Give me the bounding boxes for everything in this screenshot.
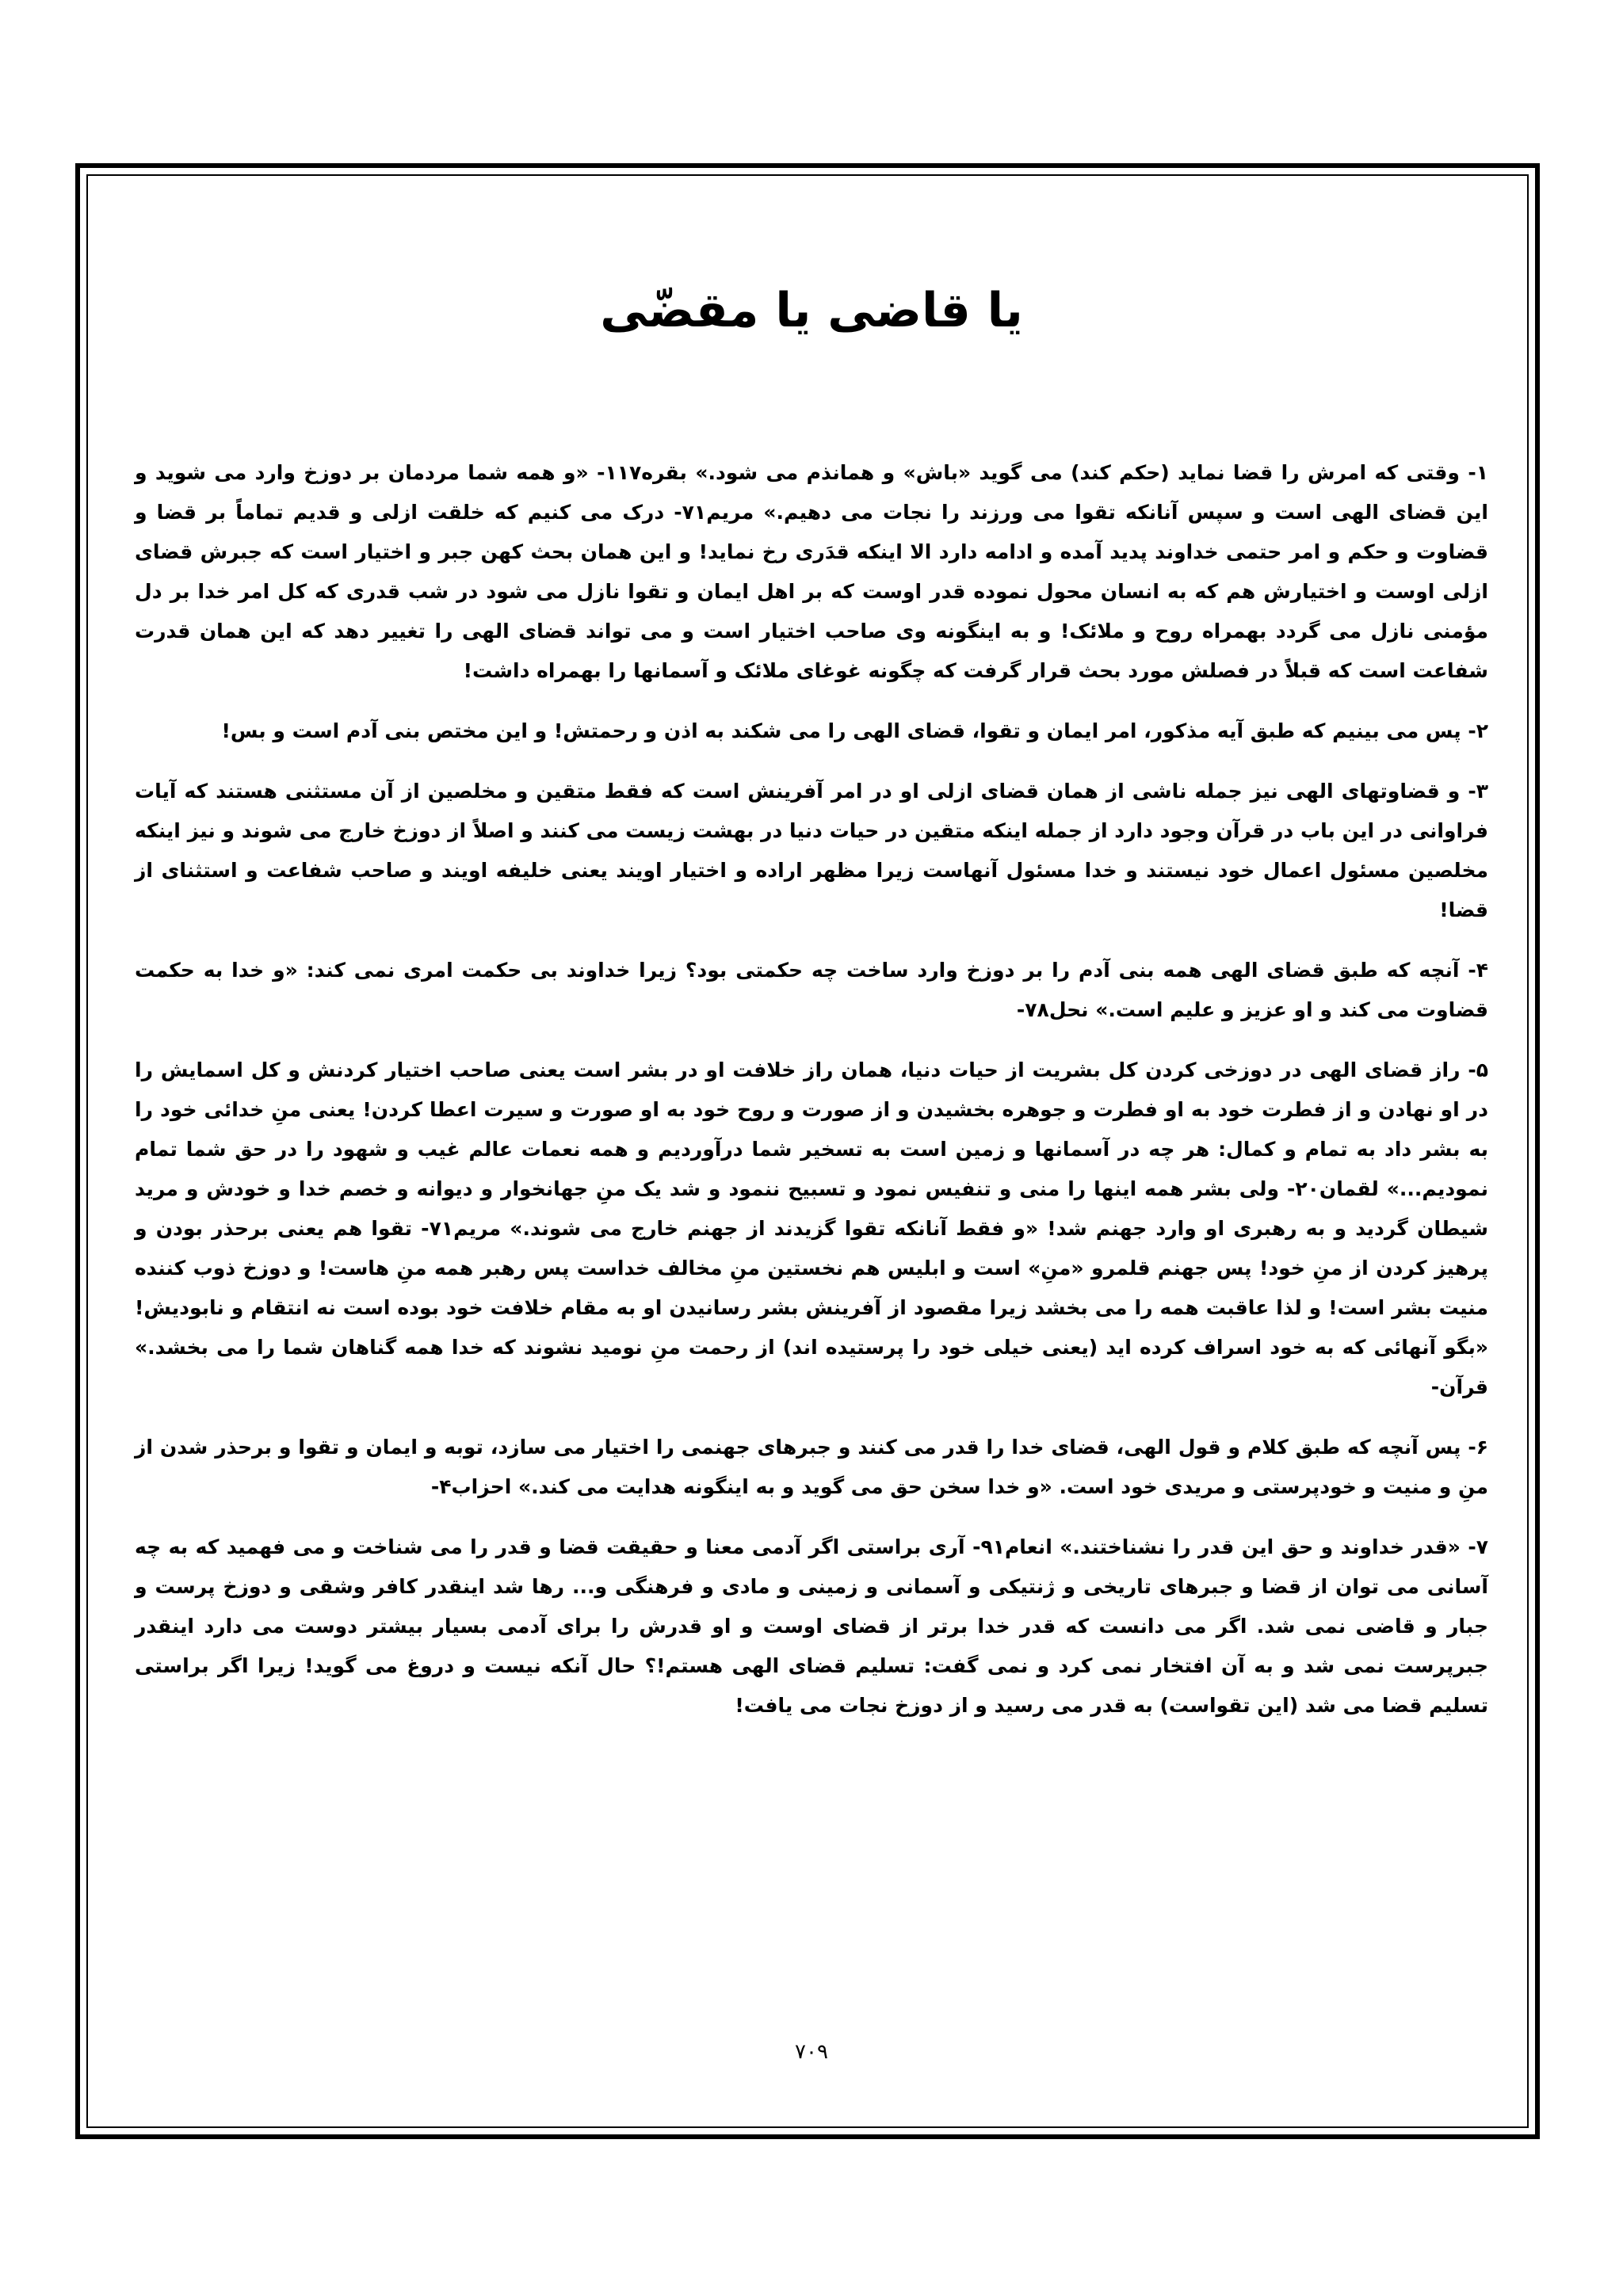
- paragraph-4: ۴- آنچه که طبق قضای الهی همه بنی آدم را بر دوزخ وارد ساخت چه حکمتی بود؟ زیرا خداوند بی حکمت امری نمی کند: «و خدا به حکمت قضاوت می کند و او عزیز و علیم است.» نحل۷۸-: [135, 959, 1488, 1021]
- document-page: [135, 174, 1488, 2107]
- paragraph-7: ۷- «قدر خداوند و حق این قدر را نشناختند.» انعام۹۱- آری براستی اگر آدمی معنا و حقیقت قضا و قدر را می شناخت و می فهمید که به چه آسانی می توان از قضا و جبرهای تاریخی و ژنتیکی و آسمانی و زمینی و مادی و فرهنگی و... رها شد اینقدر کافر وشقی و دوزخ پرست و جبار و قاضی نمی شد. اگر می دانست که قدر خدا برتر از قضای اوست و او قدرش را برای آدمی بسیار بیشتر دوست می دارد اینقدر جبرپرست نمی شد و به آن افتخار نمی کرد و نمی گفت: تسلیم قضای الهی هستم!؟ حال آنکه نیست و دروغ می گوید! زیرا اگر براستی تسلیم قضا می شد (این تقواست) به قدر می رسید و از دوزخ نجات می یافت!: [135, 1535, 1488, 1717]
- document-body: [135, 453, 1488, 1746]
- paragraph-3: ۳- و قضاوتهای الهی نیز جمله ناشی از همان قضای ازلی او در امر آفرینش است که فقط متقین و مخلصین از آن مستثنی هستند که آیات فراوانی در این باب در قرآن وجود دارد از جمله اینکه متقین در حیات دنیا در بهشت زیست می کنند و اصلاً از دوزخ خارج می شوند و نیز اینکه مخلصین مسئول اعمال خود نیستند و خدا مسئول آنهاست زیرا مظهر اراده و اختیار اویند یعنی خلیفه اویند و صاحب شفاعت و استثنای از قضا!: [135, 780, 1488, 921]
- paragraph-6: ۶- پس آنچه که طبق کلام و قول الهی، قضای خدا را قدر می کنند و جبرهای جهنمی را اختیار می سازد، توبه و ایمان و تقوا و برحذر شدن از منِ و منیت و خودپرستی و مریدی خود است. «و خدا سخن حق می گوید و به اینگونه هدایت می کند.» احزاب۴-: [135, 1436, 1488, 1498]
- page-number: ۷۰۹: [795, 2040, 828, 2064]
- page-title: یا قاضی یا مقضّی: [600, 283, 1023, 338]
- paragraph-2: ۲- پس می بینیم که طبق آیه مذکور، امر ایمان و تقوا، قضای الهی را می شکند به اذن و رحمتش! و این مختص بنی آدم است و بس!: [221, 719, 1488, 742]
- paragraph-1: ۱- وقتی که امرش را قضا نماید (حکم کند) می گوید «باش» و همانذم می شود.» بقره۱۱۷- «و همه شما مردمان بر دوزخ وارد می شوید و این قضای الهی است و سپس آنانکه تقوا می ورزند را نجات می دهیم.» مریم۷۱- درک می کنیم که خلقت ازلی و قدیم تماماً بر قضا و قضاوت و حکم و امر حتمی خداوند پدید آمده و ادامه دارد الا اینکه قدَری رخ نماید! و این همان بحث کهن جبر و اختیار است که جبرش قضای ازلی اوست و اختیارش هم که به انسان محول نموده قدر اوست که بر اهل ایمان و تقوا نازل می شود در شب قدری که کل امر خدا بر دل مؤمنی نازل می گردد بهمراه روح و ملائک! و به اینگونه وی صاحب اختیار است و می تواند قضای الهی را تغییر دهد که این همان قدرت شفاعت است که قبلاً در فصلش مورد بحث قرار گرفت که چگونه غوغای ملائک و آسمانها را بهمراه داشت!: [135, 461, 1488, 682]
- paragraph-5: ۵- راز قضای الهی در دوزخی کردن کل بشریت از حیات دنیا، همان راز خلافت او در بشر است یعنی صاحب اختیار کردنش و کل اسمایش را در او نهادن و از فطرت خود به او فطرت و جوهره بخشیدن و از صورت و روح خود به او صورت و سیرت اعطا کردن! یعنی منِ خدائی خود را به بشر داد به تمام و کمال: هر چه در آسمانها و زمین است به تسخیر شما درآوردیم و همه نعمات عالم غیب و شهود را در حق شما تمام نمودیم...» لقمان۲۰- ولی بشر همه اینها را منی و تنفیس نمود و تسبیح ننمود و شد یک منِ جهانخوار و دیوانه و خصم خدا و خودش و مرید شیطان گردید و به رهبری او وارد جهنم شد! «و فقط آنانکه تقوا گزیدند از جهنم خارج می شوند.» مریم۷۱- تقوا هم یعنی برحذر بودن و پرهیز کردن از منِ خود! پس جهنم قلمرو «منِ» است و ابلیس هم نخستین منِ مخالف خداست پس رهبر همه منِ هاست! و دوزخ ذوب کننده منیت بشر است! و لذا عاقبت همه را می بخشد زیرا مقصود از آفرینش بشر رسانیدن او به مقام خلافت خود بوده است نه انتقام و نابودیش! «بگو آنهائی که به خود اسراف کرده اید (یعنی خیلی خود را پرستیده اند) از رحمت منِ نومید نشوند که خدا همه گناهان شما را می بخشد.» قرآن-: [135, 1058, 1488, 1398]
